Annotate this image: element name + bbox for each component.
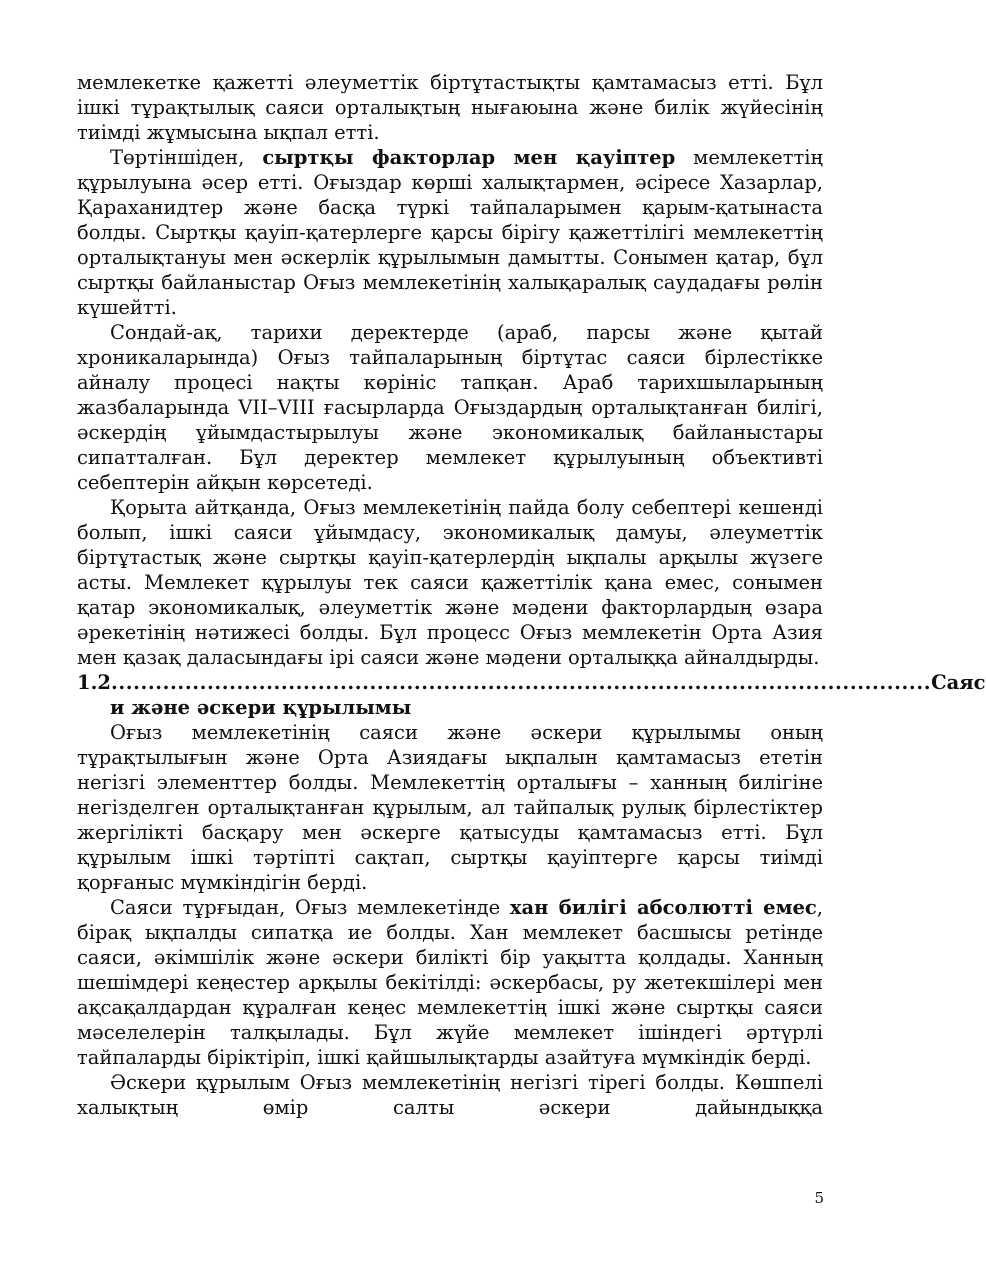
paragraph-text: Қорыта айтқанда, Оғыз мемлекетінің пайда болу себептері кешенді болып, ішкі саяси ұйымдасу, экономикалық дамуы, әлеуметтік біртұтастық және сыртқы қауіп-қатерлердің ықпалы арқылы жүзеге асты. Мемлекет құрылуы тек саяси қажеттілік қана емес, сонымен қатар экономикалық, әлеуметтік және мәдени факторлардың өзара әрекетінің нәтижесі болды. Бұл процесс Оғыз мемлекетін Орта Азия мен қазақ даласындағы ірі саяси және мәдени орталыққа айналдырды.	[77, 496, 823, 669]
paragraph-text: мемлекеттің құрылуына әсер етті. Оғыздар көрші халықтармен, әсіресе Хазарлар, Қараханидтер және басқа түркі тайпаларымен қарым-қатынаста болды. Сыртқы қауіп-қатерлерге қарсы бірігу қажеттілігі мемлекеттің орталықтануы мен әскерлік құрылымын дамытты. Сонымен қатар, бұл сыртқы байланыстар Оғыз мемлекетінің халықаралық саудадағы рөлін күшейтті.	[77, 146, 824, 319]
heading-title-start: Саяс	[931, 671, 986, 694]
paragraph-text: , бірақ ықпалды сипатқа ие болды. Хан мемлекет басшысы ретінде саяси, әкімшілік және әскери билікті бір уақытта қолдады. Ханның шешімдері кеңестер арқылы бекітілді: әскербасы, ру жетекшілері мен ақсақалдардан құралған кеңес мемлекеттің ішкі және сыртқы саяси мәселелерін талқылады. Бұл жүйе мемлекет ішіндегі әртүрлі тайпаларды біріктіріп, ішкі қайшылықтарды азайтуға мүмкіндік берді.	[77, 896, 823, 1069]
paragraph-text: Оғыз мемлекетінің саяси және әскери құрылымы оның тұрақтылығын және Орта Азиядағы ықпалын қамтамасыз ететін негізгі элементтер болды. Мемлекеттің орталығы – ханның билігіне негізделген орталықтанған құрылым, ал тайпалық рулық бірлестіктер жергілікті басқару мен әскерге қатысуды қамтамасыз етті. Бұл құрылым ішкі тәртіпті сақтап, сыртқы қауіптерге қарсы тиімді қорғаныс мүмкіндігін берді.	[77, 721, 823, 894]
paragraph-structure-intro	[77, 720, 823, 895]
paragraph-bold-text: хан билігі абсолютті емес	[509, 896, 817, 919]
section-heading	[77, 670, 986, 720]
paragraph-text: Саяси тұрғыдан, Оғыз мемлекетінде	[110, 896, 510, 919]
paragraph-external-factors	[77, 145, 823, 320]
heading-number: 1.2	[77, 671, 111, 694]
page-number: 5	[814, 1189, 824, 1207]
paragraph-khan-power	[77, 895, 823, 1070]
paragraph-bold-text: сыртқы факторлар мен қауіптер	[262, 146, 676, 169]
paragraph-text: мемлекетке қажетті әлеуметтік біртұтастықты қамтамасыз етті. Бұл ішкі тұрақтылық саяси орталықтың нығаюына және билік жүйесінің тиімді жұмысына ықпал етті.	[77, 71, 823, 144]
paragraph-conclusion	[77, 495, 823, 670]
paragraph-historical-sources	[77, 320, 823, 495]
paragraph-text: Әскери құрылым Оғыз мемлекетінің негізгі тірегі болды. Көшпелі халықтың өмір салты әскери дайындыққа	[77, 1071, 823, 1119]
paragraph-text: Төртіншіден,	[110, 146, 263, 169]
heading-line	[77, 670, 986, 695]
heading-title-continuation: и және әскери құрылымы	[110, 696, 412, 719]
document-page	[77, 70, 986, 1120]
paragraph-text: Сондай-ақ, тарихи деректерде (араб, парсы және қытай хроникаларында) Оғыз тайпаларының біртұтас саяси бірлестікке айналу процесі нақты көрініс тапқан. Араб тарихшыларының жазбаларында VII–VIII ғасырларда Оғыздардың орталықтанған билігі, әскердің ұйымдастырылуы және экономикалық байланыстары сипатталған. Бұл деректер мемлекет құрылуының объективті себептерін айқын көрсетеді.	[77, 321, 823, 494]
paragraph-military-structure	[77, 1070, 823, 1120]
paragraph-social-unity	[77, 70, 823, 145]
heading-leader-dots: ...............................................................................................................	[110, 671, 932, 694]
